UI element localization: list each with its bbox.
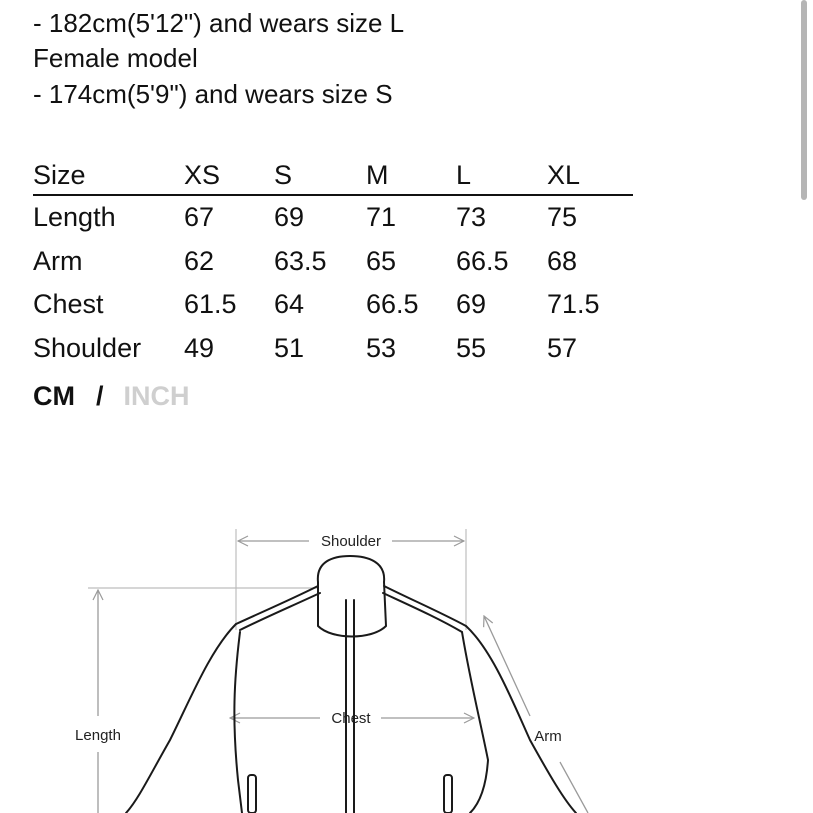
length-label: Length [75,727,121,744]
cell-value: 62 [184,245,215,276]
row-label-length: Length [33,202,116,233]
row-label-arm: Arm [33,245,83,276]
cell-value: 63.5 [274,245,327,276]
cell-value: 53 [366,332,397,363]
header-s: S [274,159,293,190]
header-m: M [366,159,389,190]
unit-cm-option[interactable]: CM [33,381,75,411]
cell-value: 71 [366,202,397,233]
cell-value: 61.5 [184,289,237,320]
cell-value: 67 [184,202,215,233]
cell-value: 66.5 [366,289,419,320]
cell-value: 66.5 [456,245,509,276]
female-model-heading: Female model [33,43,198,73]
cell-value: 51 [274,332,305,363]
cell-value: 49 [184,332,215,363]
male-model-height-text: - 182cm(5'12") and wears size L [33,8,405,38]
header-l: L [456,159,472,190]
arm-label: Arm [534,728,562,745]
shoulder-label: Shoulder [320,533,382,550]
cell-value: 55 [456,332,487,363]
jacket-outline [126,556,576,813]
cell-value: 73 [456,202,487,233]
row-label-shoulder: Shoulder [33,332,142,363]
measurement-guides [88,529,466,630]
cell-value: 69 [456,289,487,320]
header-xl: XL [547,159,581,190]
cell-value: 57 [547,332,578,363]
unit-inch-option[interactable]: INCH [123,381,190,411]
chest-label: Chest [331,710,371,727]
row-label-chest: Chest [33,289,104,320]
cell-value: 64 [274,289,305,320]
header-xs: XS [184,159,221,190]
cell-value: 65 [366,245,397,276]
cell-value: 71.5 [547,289,600,320]
cell-value: 75 [547,202,578,233]
unit-separator: / [96,381,104,411]
header-size: Size [33,159,86,190]
female-model-height-text: - 174cm(5'9") and wears size S [33,79,393,109]
arm-measure-arrow [484,616,588,813]
cell-value: 69 [274,202,305,233]
cell-value: 68 [547,245,578,276]
